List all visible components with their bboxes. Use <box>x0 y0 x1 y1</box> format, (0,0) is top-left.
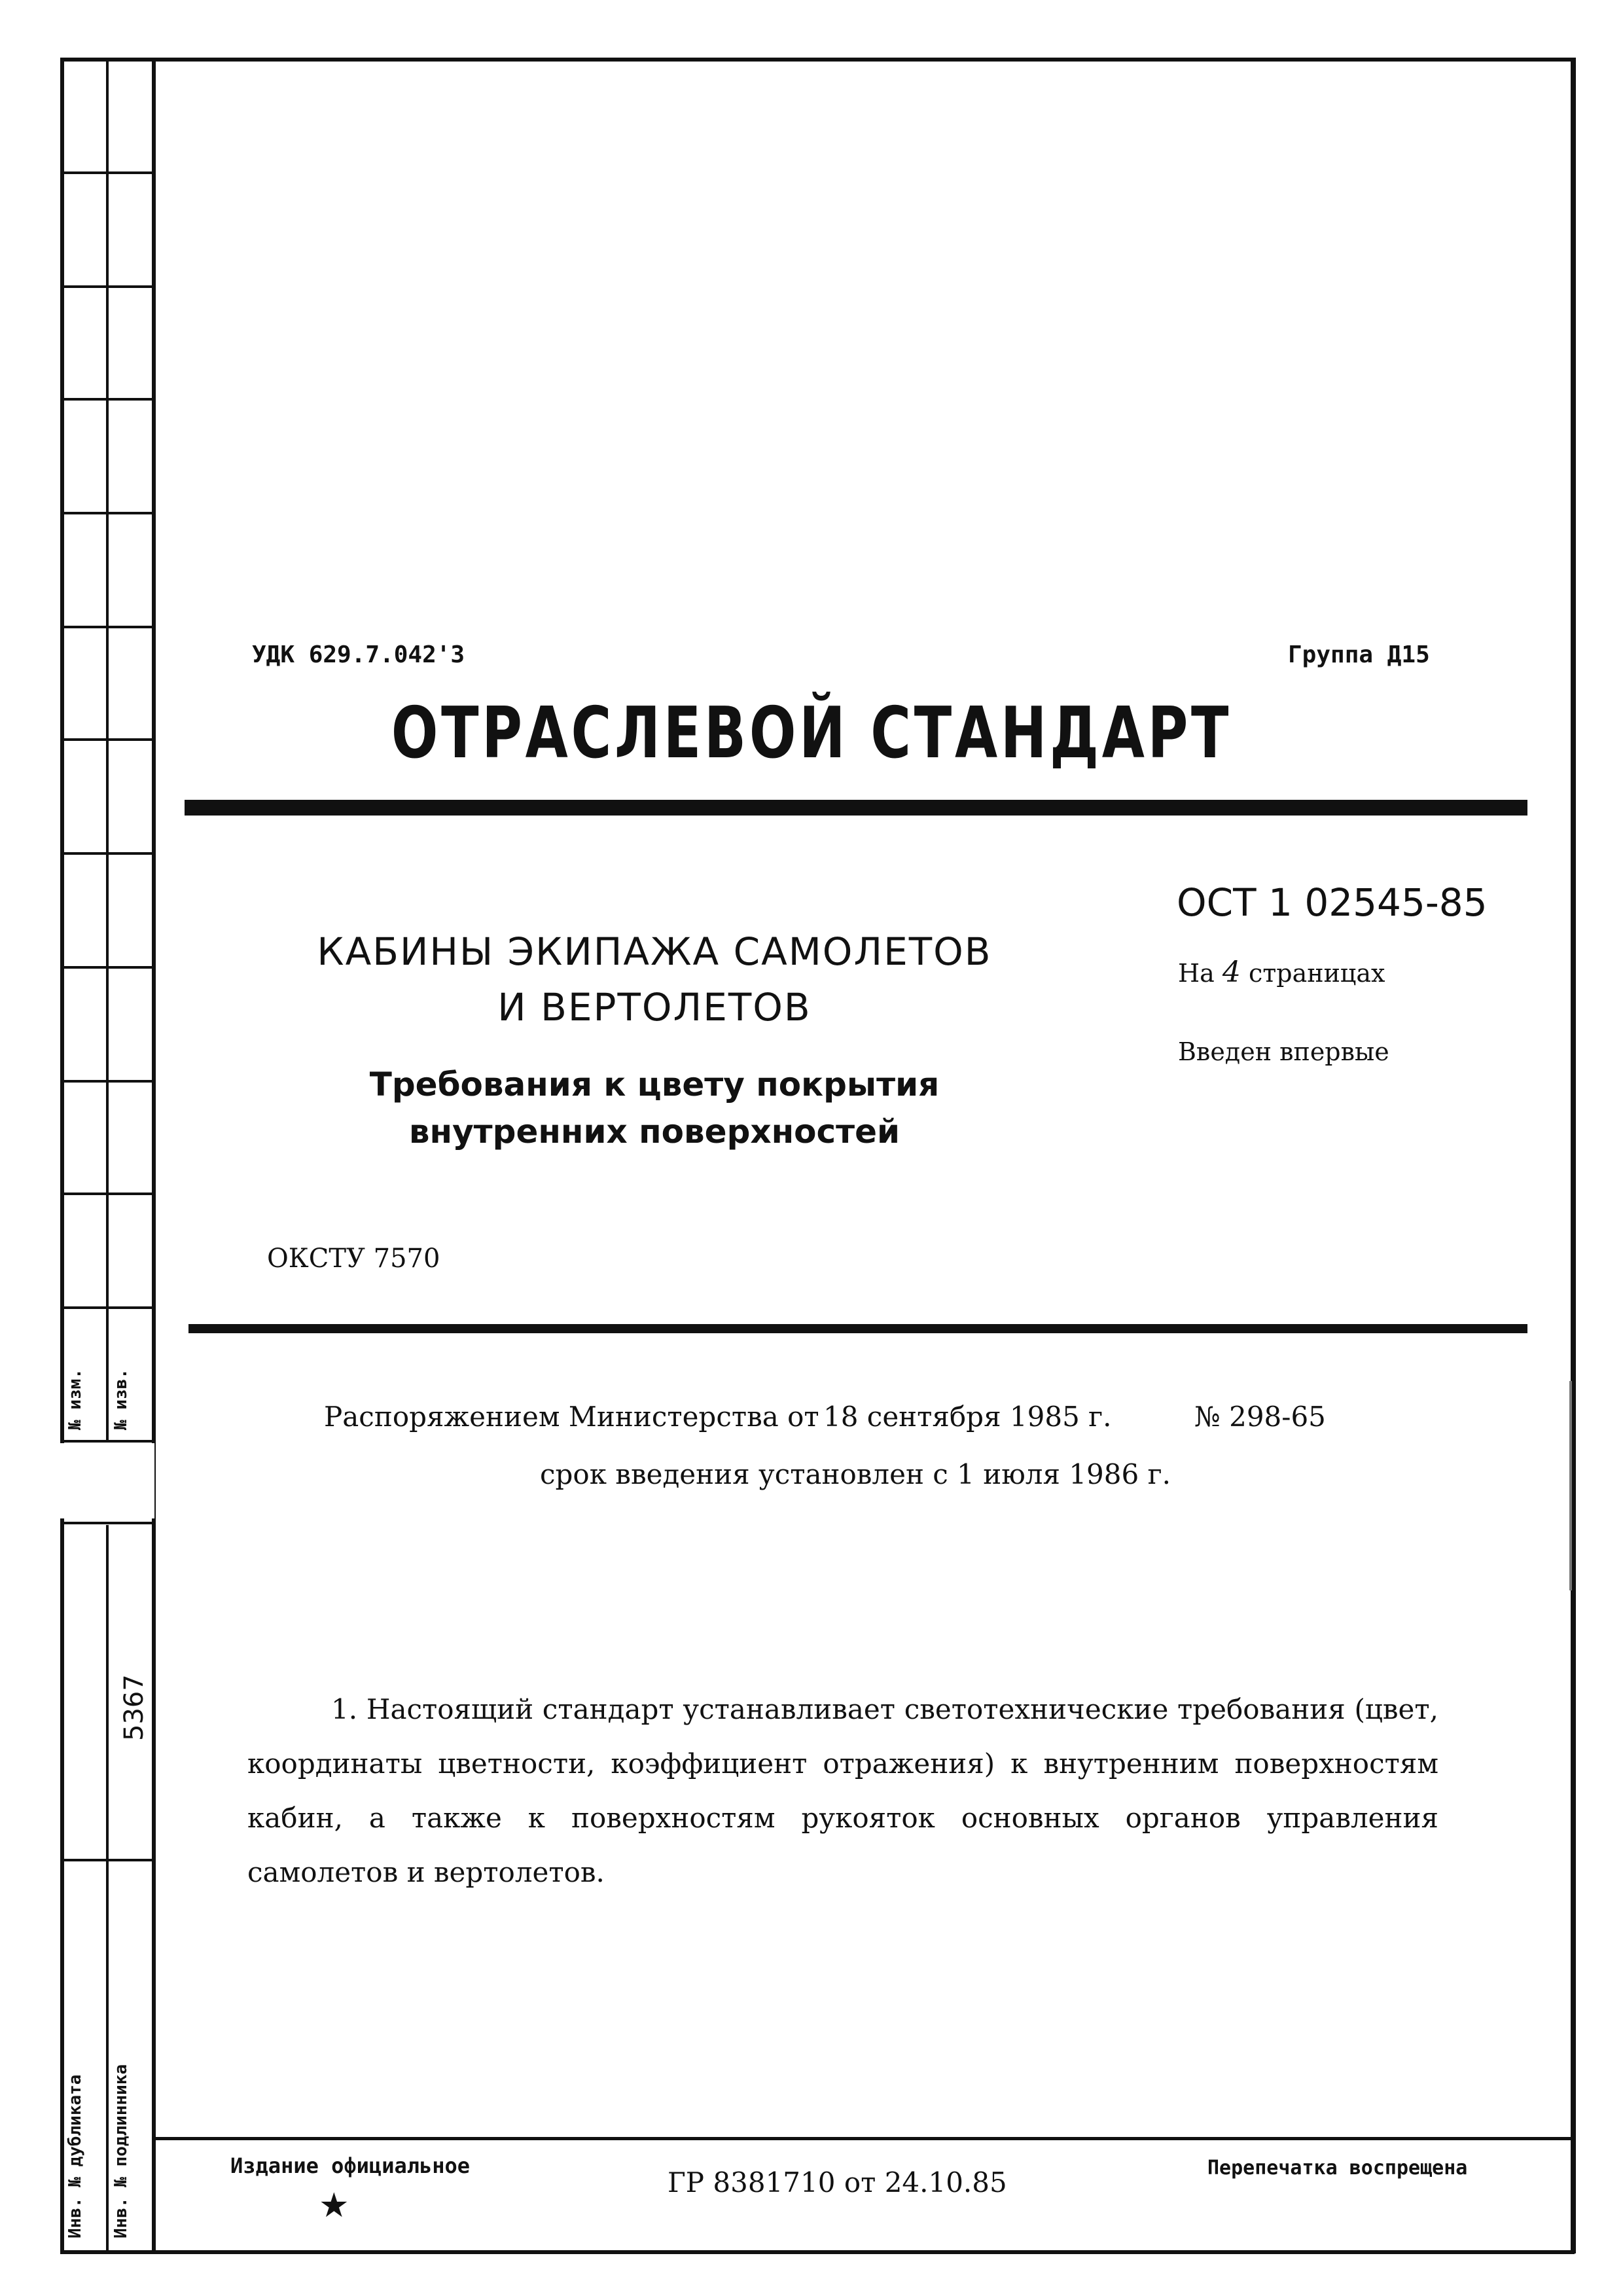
stamp-row-line <box>60 1859 154 1861</box>
introduction-status: Введен впервые <box>1178 1037 1389 1066</box>
page-count-number: 4 <box>1222 956 1241 989</box>
effective-date: срок введения установлен с 1 июля 1986 г. <box>540 1458 1171 1490</box>
stamp-row-line <box>60 626 154 628</box>
stamp-row-line <box>60 852 154 855</box>
body-paragraph <box>247 1682 1438 1899</box>
registration-number: ГР 8381710 от 24.10.85 <box>668 2166 1007 2198</box>
footer-divider <box>154 2137 1575 2140</box>
stamp-label-original: Инв. № подлинника <box>111 2064 131 2238</box>
page-count-suffix: страницах <box>1248 959 1385 988</box>
stamp-gap <box>58 1443 154 1518</box>
stamp-row-line <box>60 171 154 174</box>
standard-designation: ОСТ 1 02545-85 <box>1177 880 1488 925</box>
stamp-column-divider-lower <box>106 1525 109 2251</box>
stamp-row-line <box>60 398 154 401</box>
inventory-number: 5367 <box>119 1674 149 1741</box>
group-code: Группа Д15 <box>1288 641 1430 668</box>
stamp-label-duplicate: Инв. № дубликата <box>65 2074 85 2238</box>
order-number: № 298-65 <box>1194 1401 1326 1433</box>
stamp-column-divider <box>106 59 109 1440</box>
header-rule <box>185 800 1527 816</box>
stamp-label-izm: № изм. <box>65 1369 85 1430</box>
content-frame <box>152 59 1575 2252</box>
stamp-row-line <box>60 738 154 741</box>
order-text: Распоряжением Министерства от <box>324 1401 819 1433</box>
margin-mark <box>1569 1381 1572 1590</box>
stamp-row-line <box>60 1080 154 1083</box>
reprint-prohibited-label: Перепечатка воспрещена <box>1207 2157 1468 2179</box>
stamp-row-line <box>60 1440 154 1443</box>
page-count <box>1178 956 1385 989</box>
stamp-row-line <box>60 1306 154 1309</box>
title-rule <box>188 1324 1527 1333</box>
stamp-row-line <box>60 966 154 969</box>
standard-type-heading: ОТРАСЛЕВОЙ СТАНДАРТ <box>391 692 1232 774</box>
order-date: 18 сентября 1985 г. <box>823 1401 1112 1433</box>
body-paragraph-text: 1. Настоящий стандарт устанавливает светотехнические требования (цвет, координаты цветности, коэффициент отражения) к внутренним поверхностям кабин, а также к поверхностям рукояток основных органов управления самолетов и вертолетов. <box>247 1693 1438 1888</box>
official-edition-label: Издание официальное <box>230 2153 471 2178</box>
stamp-row-line <box>60 512 154 514</box>
stamp-label-izv: № изв. <box>111 1369 131 1430</box>
frame-bottom-line <box>60 2250 1575 2254</box>
document-title-line2: И ВЕРТОЛЕТОВ <box>497 985 812 1030</box>
okstu-code: ОКСТУ 7570 <box>267 1244 440 1274</box>
star-icon: ★ <box>319 2186 349 2225</box>
udk-code: УДК 629.7.042'3 <box>252 641 465 668</box>
stamp-row-line <box>60 285 154 288</box>
stamp-row-line <box>60 1522 154 1524</box>
document-subtitle-line2: внутренних поверхностей <box>408 1113 901 1151</box>
stamp-row-line <box>60 1193 154 1195</box>
document-title-line1: КАБИНЫ ЭКИПАЖА САМОЛЕТОВ <box>317 929 992 974</box>
page-count-prefix: На <box>1178 959 1215 988</box>
document-subtitle-line1: Требования к цвету покрытия <box>369 1066 940 1103</box>
stamp-row-line <box>60 2251 154 2254</box>
